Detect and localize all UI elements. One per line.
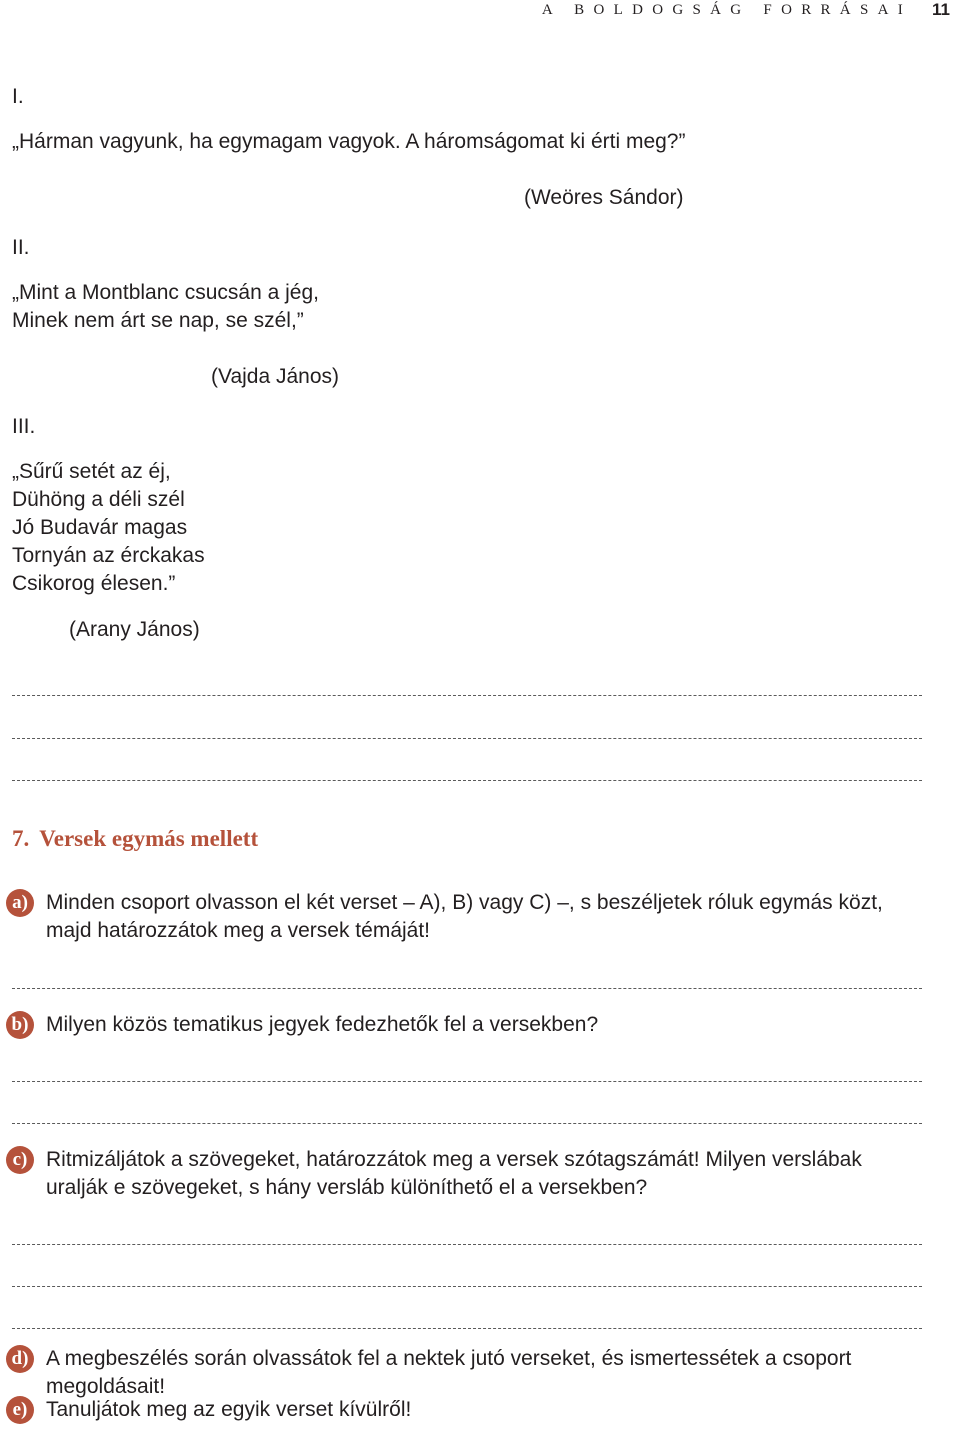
poem-2-line-1: „Mint a Montblanc csucsán a jég,	[12, 281, 319, 304]
answer-line[interactable]	[12, 1081, 922, 1082]
poem-3-line-3: Jó Budavár magas	[12, 516, 188, 539]
answer-line[interactable]	[12, 780, 922, 781]
running-title: A BOLDOGSÁG FORRÁSAI	[541, 1, 913, 18]
poem-1-numeral: I.	[12, 85, 24, 108]
task-e-text: Tanuljátok meg az egyik verset kívülről!	[46, 1398, 412, 1421]
task-b-text: Milyen közös tematikus jegyek fedezhetők fel a versekben?	[46, 1013, 599, 1036]
poem-3-numeral: III.	[12, 415, 36, 438]
exercise-title-text: Versek egymás mellett	[39, 826, 259, 851]
task-c-text: Ritmizáljátok a szövegeket, határozzátok meg a versek szótagszámát! Milyen verslábak uralják e szövegeket, s hány versláb különíthető el a versekben?	[46, 1148, 862, 1199]
task-d-text: A megbeszélés során olvassátok fel a nektek jutó verseket, és ismertessétek a csoport megoldásait!	[46, 1347, 852, 1398]
poem-2-line-2: Minek nem árt se nap, se szél,”	[12, 309, 304, 332]
answer-line[interactable]	[12, 1244, 922, 1245]
task-a-text: Minden csoport olvasson el két verset – A), B) vagy C) –, s beszéljetek róluk egymás közt, majd határozzátok meg a versek témáját!	[46, 891, 883, 942]
poem-2-numeral: II.	[12, 236, 30, 259]
task-e-badge: e)	[6, 1396, 34, 1424]
poem-1-author: (Weöres Sándor)	[524, 186, 684, 209]
task-c-badge: c)	[6, 1146, 34, 1174]
exercise-number: 7.	[12, 826, 30, 851]
poem-1-line-1: „Hárman vagyunk, ha egymagam vagyok. A háromságomat ki érti meg?”	[12, 130, 686, 153]
task-d-badge: d)	[6, 1345, 34, 1373]
running-head	[542, 0, 950, 20]
poem-3-line-4: Tornyán az érckakas	[12, 544, 205, 567]
page-number: 11	[932, 0, 950, 19]
poem-3-author: (Arany János)	[69, 618, 200, 641]
poem-2-author: (Vajda János)	[211, 365, 340, 388]
answer-line[interactable]	[12, 1328, 922, 1329]
task-b-badge: b)	[6, 1011, 34, 1039]
poem-3-line-5: Csikorog élesen.”	[12, 572, 176, 595]
answer-line[interactable]	[12, 695, 922, 696]
answer-line[interactable]	[12, 738, 922, 739]
poem-3-line-1: „Sűrű setét az éj,	[12, 460, 171, 483]
task-a-badge: a)	[6, 889, 34, 917]
poem-3-line-2: Dühöng a déli szél	[12, 488, 185, 511]
answer-line[interactable]	[12, 988, 922, 989]
exercise-title	[12, 826, 258, 852]
answer-line[interactable]	[12, 1123, 922, 1124]
answer-line[interactable]	[12, 1286, 922, 1287]
